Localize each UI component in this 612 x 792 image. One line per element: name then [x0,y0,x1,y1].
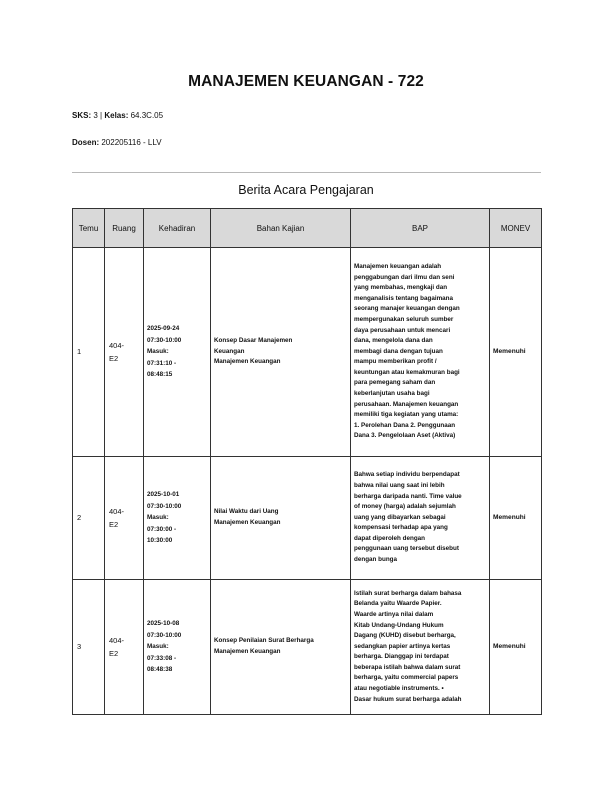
bahan-line: Keuangan [214,347,245,355]
kehadiran-line: 07:30:00 - [147,525,177,533]
bap-line: Manajemen keuangan adalah [354,262,442,270]
bap-line: penggunaan uang tersebut disebut [354,545,459,553]
kehadiran-line: 07:30-10:00 [147,336,182,344]
table-row [73,580,542,715]
bap-line: Belanda yaitu Waarde Papier. [354,600,442,608]
ruang-line: 404- [109,507,125,516]
bap-line: memiliki tiga kegiatan yang utama: [354,411,459,419]
ruang-line: E2 [109,520,119,529]
cell-kehadiran [144,580,211,715]
kehadiran-line: 08:48:38 [147,666,173,674]
bap-line: daya perusahaan untuk mencari [354,326,451,334]
bap-line: dengan bunga [354,556,398,564]
header-monev: MONEV [490,209,542,248]
cell-ruang [105,457,144,580]
bap-line: mampu memberikan profit / [354,358,437,366]
kelas-value: 64.3C.05 [130,111,164,120]
monev-status: Memenuhi [493,347,526,355]
bap-line: perusahaan. Manajemen keuangan [354,400,459,408]
bap-line: berharga daripada nanti. Time value [354,492,462,500]
bap-line: of money (harga) adalah sejumlah [354,503,456,511]
monev-status: Memenuhi [493,513,526,521]
cell-kehadiran [144,248,211,457]
temu-value: 1 [77,346,82,356]
ruang-line: 404- [109,341,125,350]
course-info [72,111,163,120]
bap-line: berharga, yaitu commercial papers [354,674,459,682]
header-bap: BAP [351,209,490,248]
cell-monev [490,457,542,580]
cell-bahan-kajian [211,248,351,457]
kehadiran-line: 07:30-10:00 [147,631,182,639]
cell-bap [351,457,490,580]
table-header-row [73,209,542,248]
bap-line: Waarde artinya nilai dalam [354,610,434,618]
section-title: Berita Acara Pengajaran [238,183,374,197]
bap-line: dana, mengelola dana dan [354,337,433,345]
kehadiran-line: 07:30-10:00 [147,502,182,510]
bap-line: berharga. Dianggap ini terdapat [354,653,449,661]
kehadiran-line: 2025-10-08 [147,620,180,628]
cell-ruang [105,248,144,457]
bap-line: Dasar hukum surat berharga adalah [354,695,462,703]
bap-line: Istilah surat berharga dalam bahasa [354,589,462,597]
ruang-line: E2 [109,354,119,363]
kehadiran-line: 08:48:15 [147,371,173,379]
bap-line: menganalisis tentang bagaimana [354,294,454,302]
bap-line: uang yang dibayarkan sebagai [354,513,446,521]
cell-temu [73,580,105,715]
bap-line: bahwa nilai uang saat ini lebih [354,481,445,489]
cell-monev [490,248,542,457]
table-row [73,248,542,457]
bap-line: beberapa istilah bahwa dalam surat [354,663,461,671]
bap-line: mempergunakan seluruh sumber [354,315,454,323]
ruang-line: E2 [109,649,119,658]
header-bahan-kajian: Bahan Kajian [211,209,351,248]
kehadiran-line: Masuk: [147,348,169,356]
bap-line: atau negotiable instruments. • [354,685,444,693]
teaching-report-table [72,208,542,715]
bap-line: sedangkan papier artinya kertas [354,642,451,650]
bap-line: Dagang (KUHD) disebut berharga, [354,632,456,640]
temu-value: 3 [77,641,82,651]
bahan-line: Konsep Penilaian Surat Berharga [214,637,314,645]
cell-bap [351,580,490,715]
page-title: MANAJEMEN KEUANGAN - 722 [188,73,424,90]
bahan-line: Manajemen Keuangan [214,519,281,526]
sks-label: SKS: [72,111,92,120]
cell-bahan-kajian [211,580,351,715]
kehadiran-line: 2025-09-24 [147,325,180,333]
bap-line: kompensasi terhadap apa yang [354,524,448,532]
kehadiran-line: 07:33:08 - [147,654,177,662]
kehadiran-line: 2025-10-01 [147,491,180,499]
bahan-line: Konsep Dasar Manajemen [214,337,293,345]
kehadiran-line: 07:31:10 - [147,359,177,367]
header-ruang: Ruang [105,209,144,248]
bap-line: seorang manajer keuangan dengan [354,305,460,313]
bahan-line: Manajemen Keuangan [214,648,281,655]
lecturer-info [72,138,162,147]
monev-status: Memenuhi [493,642,526,650]
sks-value: 3 [93,111,98,120]
bap-line: keuntungan atau kemakmuran bagi [354,368,460,376]
ruang-line: 404- [109,636,125,645]
bap-line: keberlanjutan usaha bagi [354,390,430,398]
temu-value: 2 [77,512,82,522]
dosen-value: 202205116 - LLV [101,138,162,147]
header-temu: Temu [73,209,105,248]
dosen-label: Dosen: [72,138,100,147]
header-kehadiran: Kehadiran [144,209,211,248]
bap-line: 1. Perolehan Dana 2. Penggunaan [354,421,456,429]
kelas-label: Kelas: [104,111,129,120]
table-row [73,457,542,580]
separator: | [100,111,103,120]
bap-line: para pemegang saham dan [354,379,436,387]
bahan-line: Nilai Waktu dari Uang [214,508,279,516]
bap-line: Kitab Undang-Undang Hukum [354,621,444,629]
cell-monev [490,580,542,715]
cell-temu [73,457,105,580]
cell-bahan-kajian [211,457,351,580]
bap-line: membagi dana dengan tujuan [354,347,443,355]
kehadiran-line: 10:30:00 [147,537,173,545]
divider [72,172,541,173]
kehadiran-line: Masuk: [147,643,169,651]
bap-line: penggabungan dari ilmu dan seni [354,273,455,281]
kehadiran-line: Masuk: [147,514,169,522]
cell-kehadiran [144,457,211,580]
cell-bap [351,248,490,457]
bap-line: dapat diperoleh dengan [354,534,426,542]
cell-ruang [105,580,144,715]
bap-line: yang membahas, mengkaji dan [354,284,448,292]
bahan-line: Manajemen Keuangan [214,358,281,366]
bap-line: Dana 3. Pengelolaan Aset (Aktiva) [354,432,456,440]
bap-line: Bahwa setiap individu berpendapat [354,471,460,479]
cell-temu [73,248,105,457]
